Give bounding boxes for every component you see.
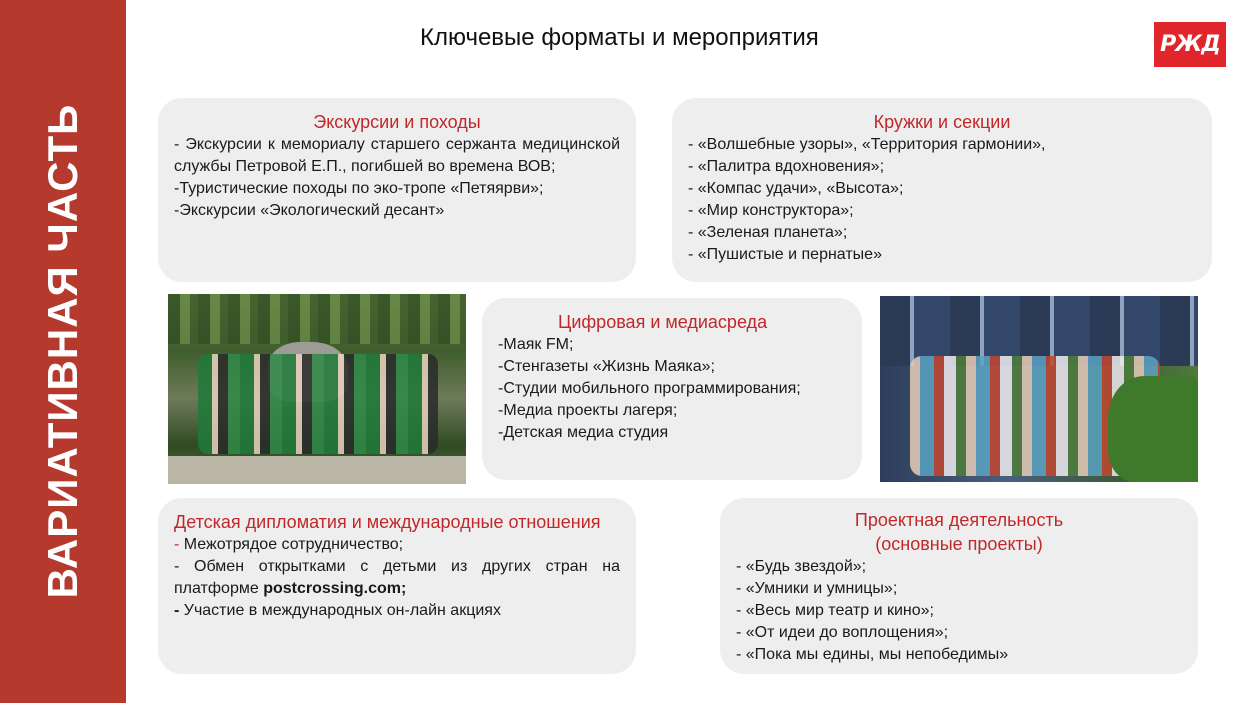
clubs-item: - «Компас удачи», «Высота»; [688,180,904,197]
diplomacy-item: - Обмен открытками с детьми из других стран на платформе postcrossing.com; [174,558,620,597]
postcrossing-link-text: postcrossing.com; [263,580,407,597]
digital-item: -Маяк FM; [498,336,574,353]
page-title: Ключевые форматы и мероприятия [420,24,819,51]
sidebar-banner [0,0,126,703]
projects-item: - «Будь звездой»; [736,558,867,575]
clubs-title: Кружки и секции [873,112,1011,132]
digital-item: -Медиа проекты лагеря; [498,402,678,419]
photo-people [198,354,438,454]
digital-item: -Студии мобильного программирования; [498,380,801,397]
diplomacy-item: - Участие в международных он-лайн акциях [174,602,501,619]
digital-item: -Стенгазеты «Жизнь Маяка»; [498,358,715,375]
projects-item: - «Умники и умницы»; [736,580,898,597]
photo-bush [1108,376,1198,482]
excursions-item: -Экскурсии «Экологический десант» [174,202,445,219]
clubs-card [672,98,1212,282]
clubs-item: - «Волшебные узоры», «Территория гармонии», [688,136,1046,153]
projects-item: - «От идеи до воплощения»; [736,624,949,641]
sidebar-title: ВАРИАТИВНАЯ ЧАСТЬ [39,103,86,599]
projects-item: - «Весь мир театр и кино»; [736,602,934,619]
excursions-item: -Туристические походы по эко-тропе «Петяярви»; [174,180,544,197]
clubs-item: - «Пушистые и пернатые» [688,246,882,263]
projects-title-line1: Проектная деятельность [854,510,1064,530]
projects-item: - «Пока мы едины, мы непобедимы» [736,646,1009,663]
diplomacy-title: Детская дипломатия и международные отношения [174,512,601,532]
digital-media-card [482,298,862,480]
clubs-item: - «Палитра вдохновения»; [688,158,885,175]
projects-card [720,498,1198,674]
diplomacy-card [158,498,636,674]
excursions-title: Экскурсии и походы [313,112,481,132]
diplomacy-item: - Межотрядое сотрудничество; [174,536,404,553]
rzd-logo: РЖД [1154,22,1226,67]
clubs-item: - «Зеленая планета»; [688,224,848,241]
children-photo-house [880,296,1198,482]
digital-item: -Детская медиа студия [498,424,669,441]
excursions-item: - Экскурсии к мемориалу старшего сержанта медицинской службы Петровой Е.П., погибшей во времена ВОВ; [174,136,620,175]
excursions-card [158,98,636,282]
projects-title-line2: (основные проекты) [875,534,1043,554]
photo-ground [168,456,466,484]
clubs-item: - «Мир конструктора»; [688,202,854,219]
group-photo-forest [168,294,466,484]
photo-trees [168,294,466,344]
digital-title: Цифровая и медиасреда [558,312,768,332]
